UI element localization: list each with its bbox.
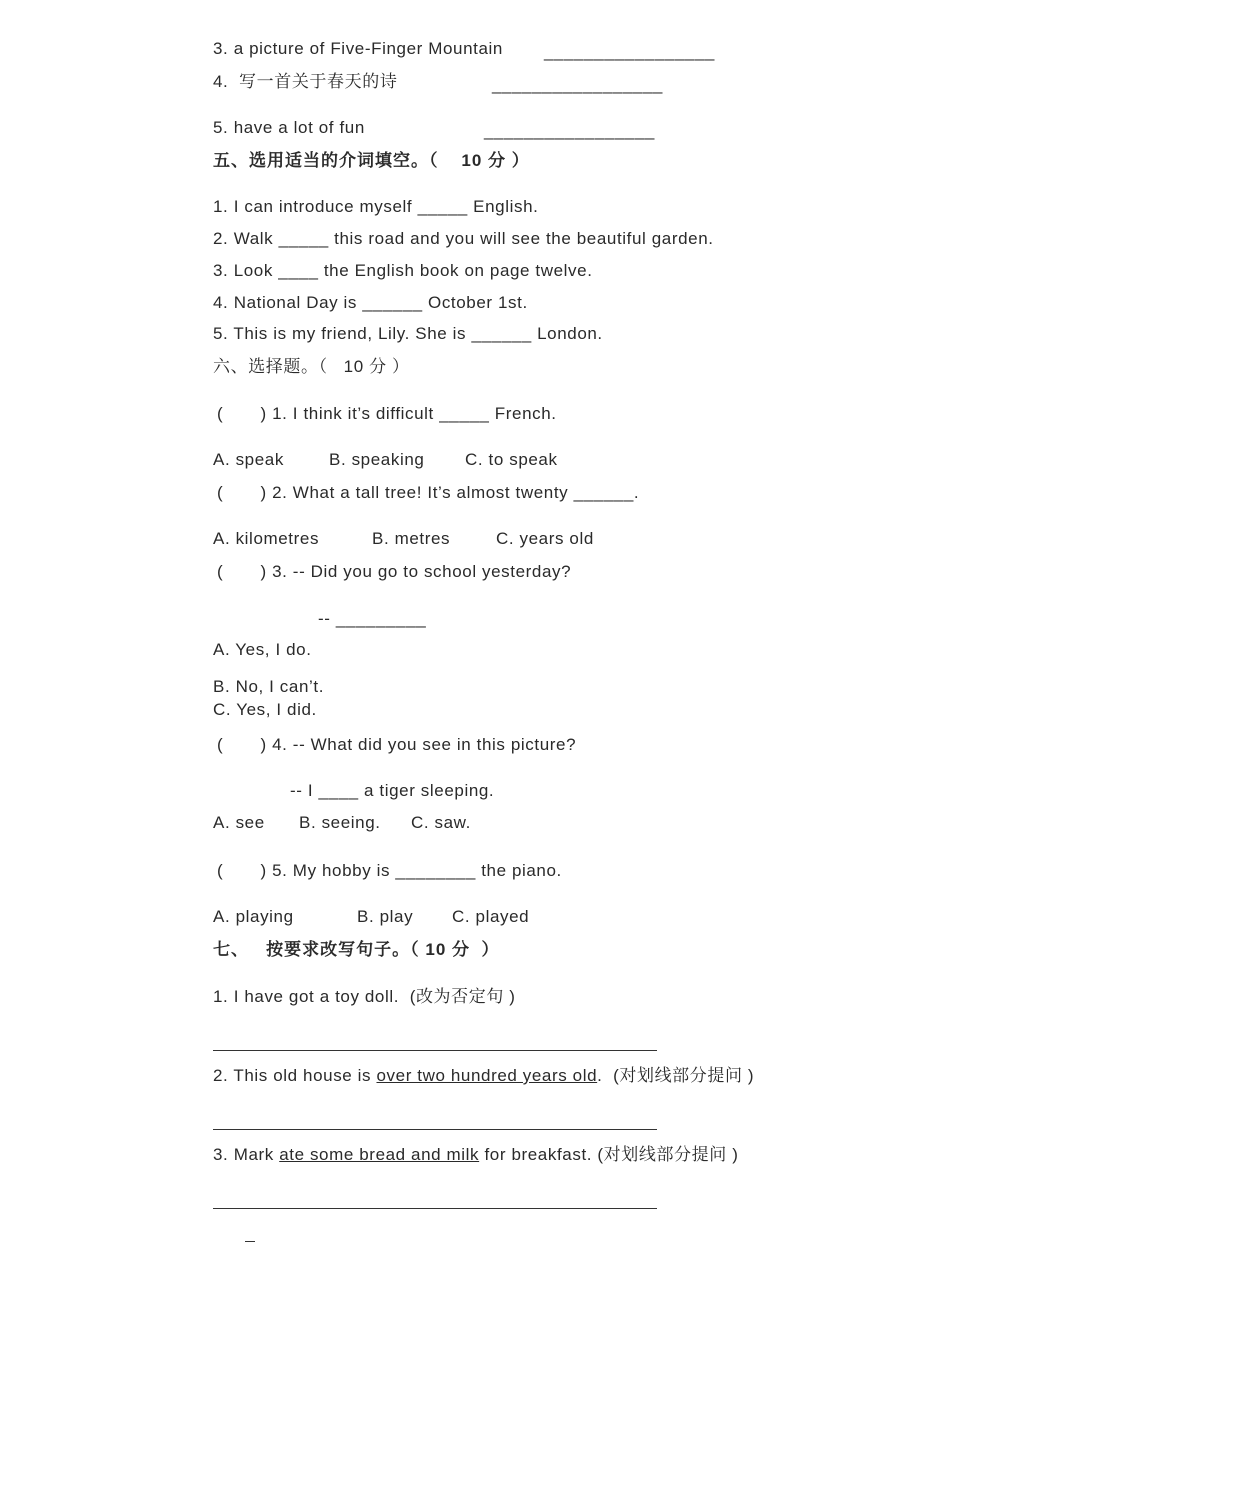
q4-option-c: C. saw. (411, 813, 471, 832)
q4-option-b: B. seeing. (299, 813, 381, 832)
s7-item-1: 1. I have got a toy doll. (改为否定句 ) (213, 987, 516, 1006)
s7-answer-line-3 (213, 1208, 657, 1209)
s5-item-5: 5. This is my friend, Lily. She is ______ London. (213, 324, 603, 343)
s4-item-3: 3. a picture of Five-Finger Mountain (213, 39, 503, 58)
q4-stem: ( ) 4. -- What did you see in this picture? (217, 735, 577, 754)
q3-option-a: A. Yes, I do. (213, 640, 312, 659)
q3-answer-line: -- _________ (318, 609, 427, 628)
q5-option-b: B. play (357, 907, 414, 926)
q1-stem: ( ) 1. I think it’s difficult _____ French. (217, 404, 557, 423)
s4-item-4-blank: _________________ (492, 75, 663, 94)
trailing-dash (245, 1241, 255, 1242)
s7-item-3-underlined: ate some bread and milk (279, 1145, 480, 1164)
q5-stem: ( ) 5. My hobby is ________ the piano. (217, 861, 562, 880)
s7-item-2-before: 2. This old house is (213, 1066, 377, 1085)
q2-option-c: C. years old (496, 529, 594, 548)
q4-option-a: A. see (213, 813, 265, 832)
q4-answer-line: -- I ____ a tiger sleeping. (290, 781, 495, 800)
s7-item-2-underlined: over two hundred years old (376, 1066, 598, 1085)
s5-item-1: 1. I can introduce myself _____ English. (213, 197, 539, 216)
s7-item-2-after: . (对划线部分提问 ) (597, 1066, 755, 1085)
section-7-heading: 七、 按要求改写句子。（ 10 分 ） (213, 940, 500, 959)
q3-stem: ( ) 3. -- Did you go to school yesterday? (217, 562, 572, 581)
q1-option-a: A. speak (213, 450, 284, 469)
q5-option-c: C. played (452, 907, 530, 926)
s7-item-3 (213, 1145, 738, 1165)
section-5-heading: 五、选用适当的介词填空。（ 10 分 ） (213, 151, 530, 170)
s4-item-5-blank: _________________ (484, 121, 655, 140)
q2-option-b: B. metres (372, 529, 451, 548)
q5-option-a: A. playing (213, 907, 294, 926)
q3-option-c: C. Yes, I did. (213, 700, 317, 719)
s4-item-3-blank: _________________ (544, 42, 715, 61)
section-6-heading: 六、选择题。（ 10 分 ） (213, 357, 410, 376)
s7-answer-line-1 (213, 1050, 657, 1051)
q2-stem: ( ) 2. What a tall tree! It’s almost twenty ______. (217, 483, 640, 502)
s5-item-2: 2. Walk _____ this road and you will see the beautiful garden. (213, 229, 714, 248)
s7-answer-line-2 (213, 1129, 657, 1130)
s5-item-4: 4. National Day is ______ October 1st. (213, 293, 528, 312)
q1-option-c: C. to speak (465, 450, 558, 469)
s7-item-3-after: for breakfast. (对划线部分提问 ) (479, 1145, 739, 1164)
s7-item-3-before: 3. Mark (213, 1145, 280, 1164)
s4-item-4: 4. 写一首关于春天的诗 (213, 72, 398, 91)
s4-item-5: 5. have a lot of fun (213, 118, 365, 137)
s7-item-2 (213, 1066, 754, 1086)
q3-option-b: B. No, I can’t. (213, 677, 325, 696)
s5-item-3: 3. Look ____ the English book on page twelve. (213, 261, 593, 280)
q1-option-b: B. speaking (329, 450, 425, 469)
q2-option-a: A. kilometres (213, 529, 320, 548)
